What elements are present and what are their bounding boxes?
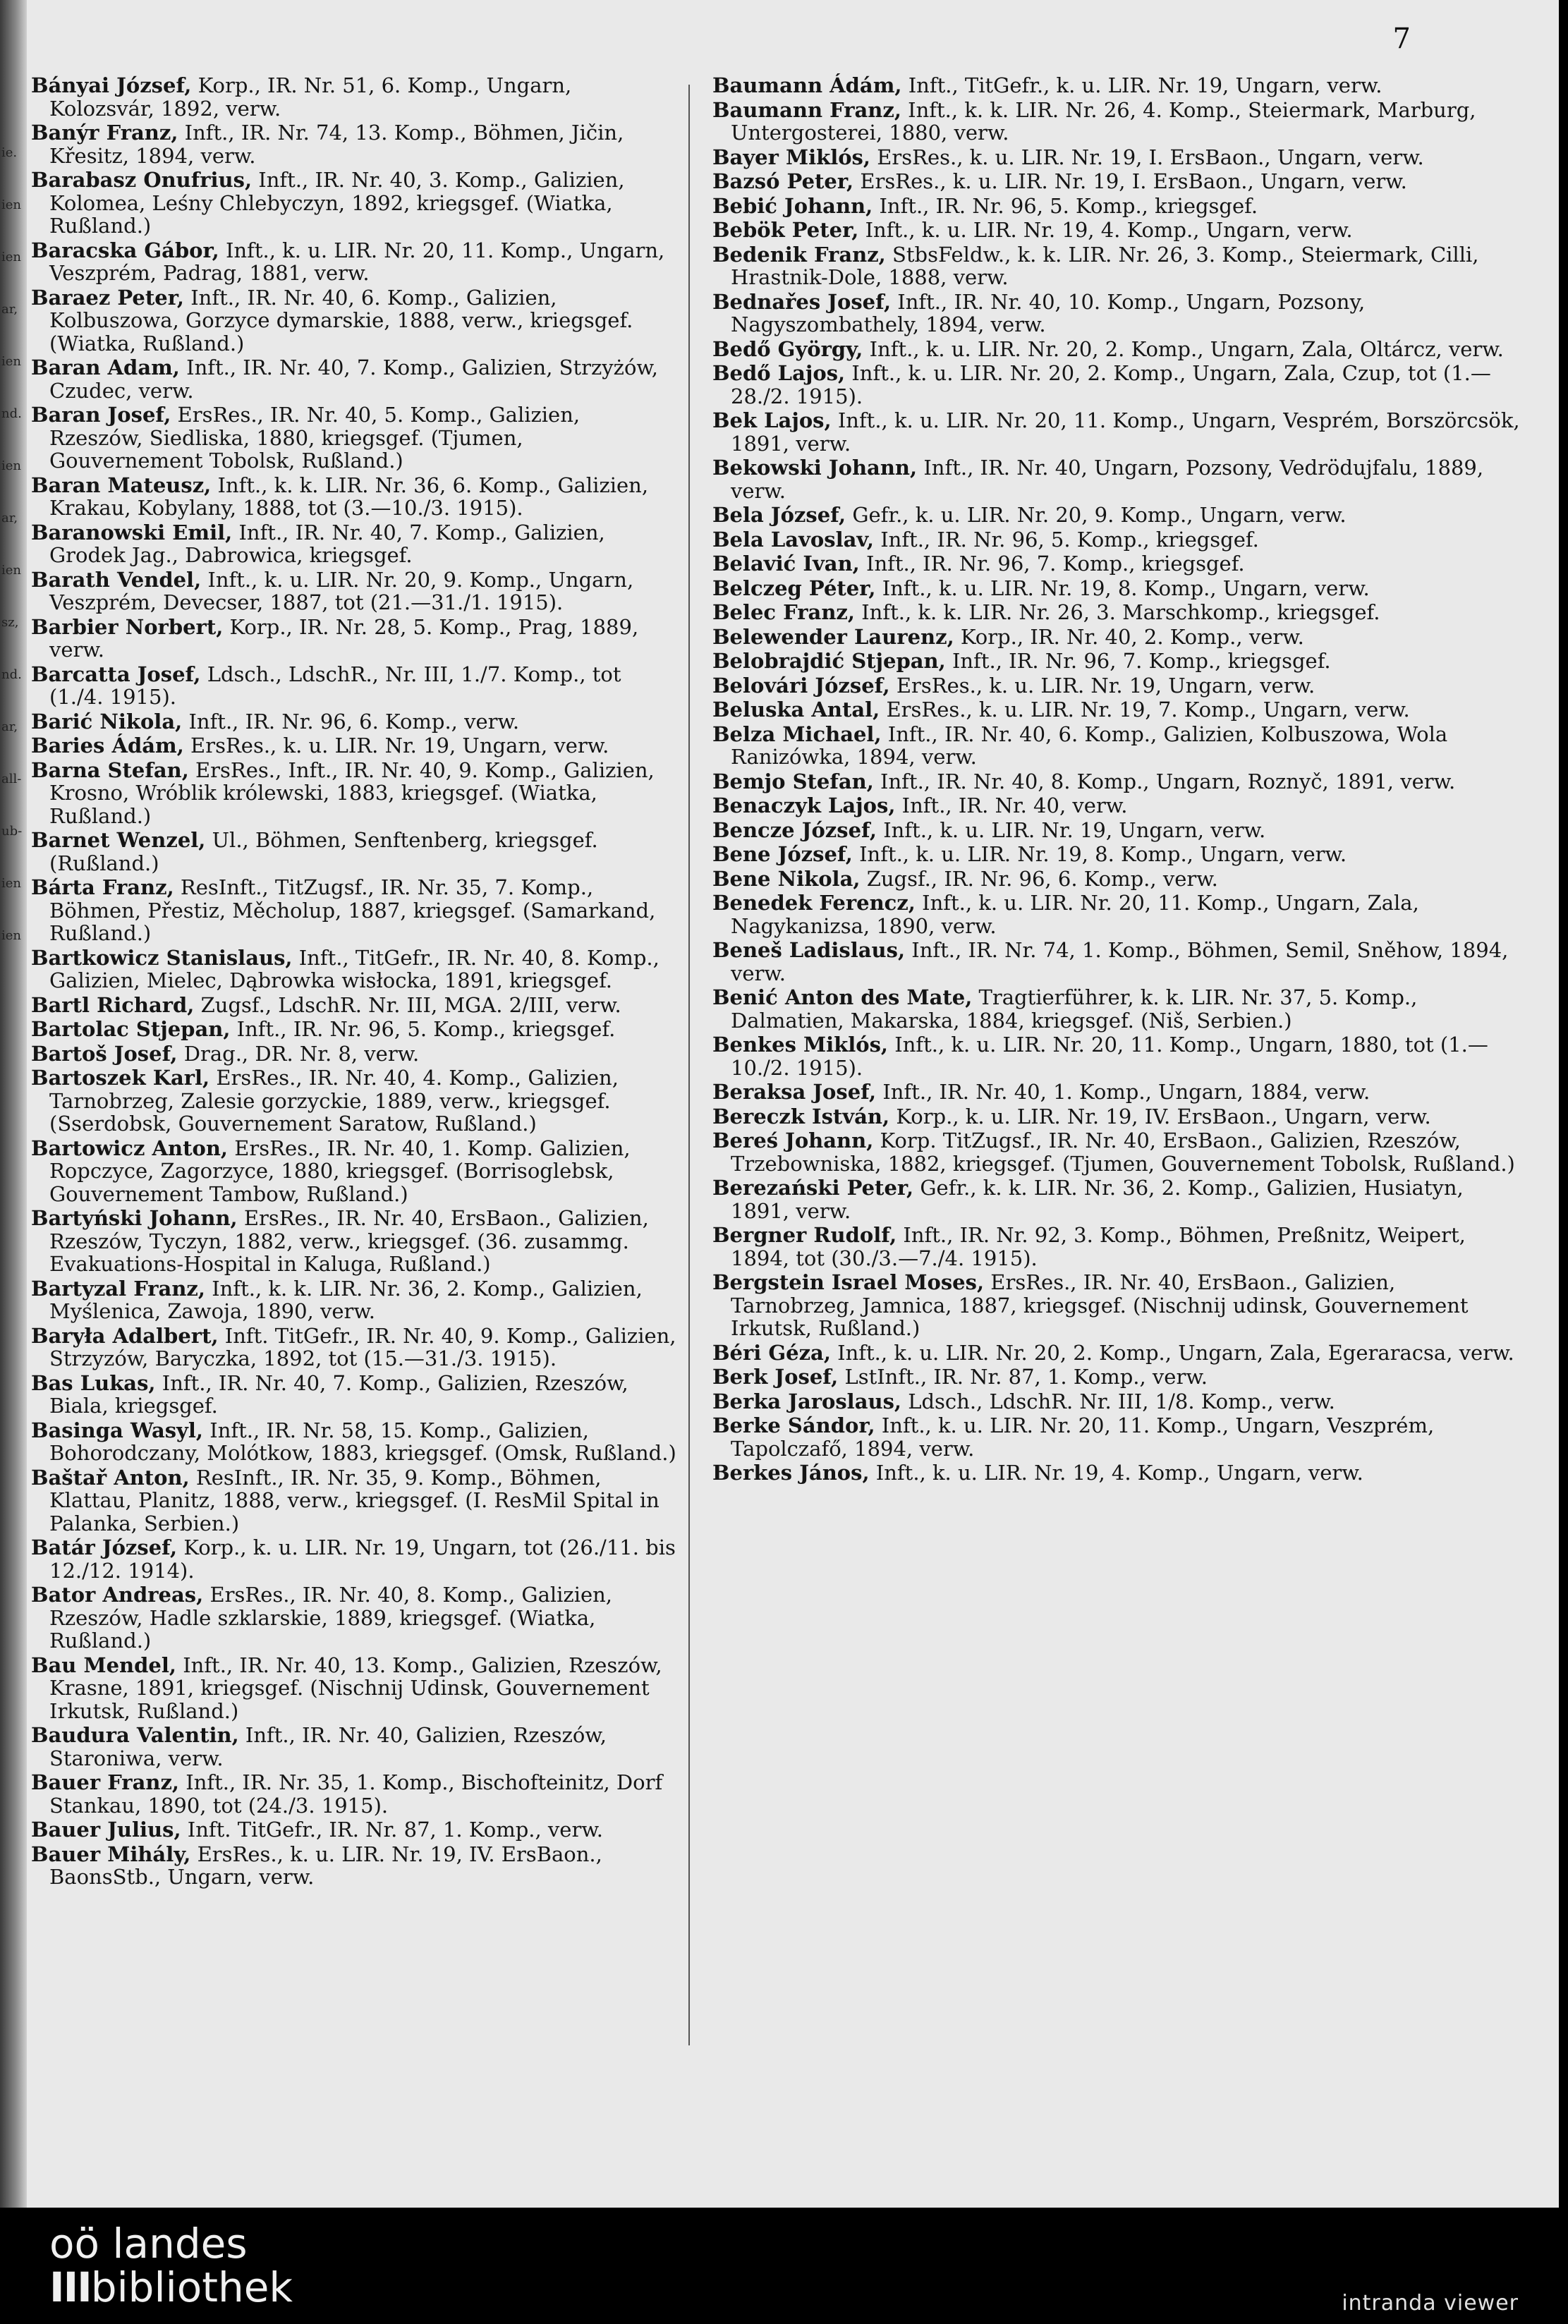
entry-name: Barcatta Josef, xyxy=(31,662,201,686)
entry-name: Bauer Mihály, xyxy=(31,1842,191,1866)
entry-details: Ldsch., LdschR. Nr. III, 1/8. Komp., verw. xyxy=(908,1389,1335,1413)
entry-name: Belobrajdić Stjepan, xyxy=(712,649,946,673)
entry-details: Inft., k. u. LIR. Nr. 19, 8. Komp., Ungarn, verw. xyxy=(859,842,1347,866)
register-entry xyxy=(712,1271,1524,1340)
entry-name: Baumann Franz, xyxy=(712,97,901,122)
entry-name: Bartoszek Karl, xyxy=(31,1066,210,1090)
register-entry xyxy=(712,892,1524,937)
entry-details: Inft., k. k. LIR. Nr. 26, 3. Marschkomp., kriegsgef. xyxy=(861,600,1380,624)
logo-line-1: oö landes xyxy=(49,2220,248,2268)
entry-details: Inft., IR. Nr. 96, 7. Komp., kriegsgef. xyxy=(952,649,1331,673)
entry-details: ErsRes., IR. Nr. 40, 1. Komp. Galizien, Ropczyce, Zagorzyce, 1880, kriegsgef. (Borrisoglebsk, Gouvernement Tambow, Rußland.) xyxy=(49,1136,631,1206)
entry-details: Inft., k. u. LIR. Nr. 20, 9. Komp., Ungarn, Veszprém, Devecser, 1887, tot (21.—31./1. 1915). xyxy=(49,567,634,614)
entry-details: Inft., k. u. LIR. Nr. 19, 4. Komp., Ungarn, verw. xyxy=(865,218,1353,242)
entry-details: Inft., k. u. LIR. Nr. 20, 2. Komp., Ungarn, Zala, Czup, tot (1.—28./2. 1915). xyxy=(731,361,1491,408)
entry-details: StbsFeldw., k. k. LIR. Nr. 26, 3. Komp., Steiermark, Cilli, Hrastnik-Dole, 1888, verw. xyxy=(731,242,1479,289)
register-entry xyxy=(31,1137,679,1206)
gutter-mark: nd. xyxy=(1,406,22,421)
entry-details: Inft., k. u. LIR. Nr. 20, 11. Komp., Ungarn, 1880, tot (1.—10./2. 1915). xyxy=(731,1033,1488,1080)
entry-name: Bela Lavoslav, xyxy=(712,527,874,552)
register-entry xyxy=(712,1342,1524,1365)
entry-name: Berezański Peter, xyxy=(712,1176,914,1200)
entry-details: Inft., k. u. LIR. Nr. 20, 2. Komp., Ungarn, Zala, Egeraracsa, verw. xyxy=(837,1340,1514,1365)
register-entry xyxy=(712,794,1524,817)
right-column xyxy=(712,74,1524,1486)
entry-details: ErsRes., IR. Nr. 40, 5. Komp., Galizien, Rzeszów, Siedliska, 1880, kriegsgef. (Tjumen, Gouvernement Tobolsk, Rußland.) xyxy=(49,403,581,473)
entry-name: Baracska Gábor, xyxy=(31,238,219,262)
register-entry xyxy=(712,504,1524,527)
gutter-mark: sz, xyxy=(1,615,19,630)
register-entry xyxy=(712,868,1524,891)
register-entry xyxy=(31,169,679,238)
entry-details: ErsRes., k. u. LIR. Nr. 19, I. ErsBaon., Ungarn, verw. xyxy=(860,169,1407,193)
entry-details: Inft., IR. Nr. 74, 13. Komp., Böhmen, Jičin, Křesitz, 1894, verw. xyxy=(49,121,624,168)
entry-name: Bergstein Israel Moses, xyxy=(712,1270,985,1294)
register-entry xyxy=(31,994,679,1017)
entry-details: Inft., TitGefr., k. u. LIR. Nr. 19, Ungarn, verw. xyxy=(908,73,1382,97)
entry-name: Bedenik Franz, xyxy=(712,242,886,267)
register-entry xyxy=(31,663,679,709)
register-entry xyxy=(712,338,1524,361)
entry-name: Bas Lukas, xyxy=(31,1370,156,1395)
entry-details: Inft., k. u. LIR. Nr. 19, 8. Komp., Ungarn, verw. xyxy=(882,576,1370,600)
entry-details: Inft., IR. Nr. 40, 7. Komp., Galizien, Grodek Jag., Dabrowica, kriegsgef. xyxy=(49,520,605,567)
register-entry xyxy=(712,577,1524,600)
gutter-mark: ien xyxy=(1,563,22,578)
entry-name: Bárta Franz, xyxy=(31,875,174,899)
entry-details: Zugsf., LdschR. Nr. III, MGA. 2/III, verw. xyxy=(200,992,621,1017)
entry-details: Inft., k. u. LIR. Nr. 20, 2. Komp., Ungarn, Zala, Oltárcz, verw. xyxy=(869,336,1504,361)
entry-name: Belec Franz, xyxy=(712,600,855,624)
entry-name: Baudura Valentin, xyxy=(31,1723,239,1747)
entry-details: Inft., IR. Nr. 40, 1. Komp., Ungarn, 1884, verw. xyxy=(882,1080,1371,1104)
column-divider xyxy=(688,85,690,2045)
register-entry xyxy=(31,1325,679,1370)
entry-details: ErsRes., k. u. LIR. Nr. 19, 7. Komp., Ungarn, verw. xyxy=(886,698,1410,722)
entry-name: Belavić Ivan, xyxy=(712,552,860,576)
register-entry xyxy=(712,939,1524,985)
logo-bars: III xyxy=(49,2263,91,2311)
register-entry xyxy=(31,1724,679,1770)
register-entry xyxy=(31,1654,679,1723)
entry-details: Korp., k. u. LIR. Nr. 19, IV. ErsBaon., Ungarn, verw. xyxy=(896,1104,1431,1128)
gutter-mark: ar, xyxy=(1,719,18,734)
register-entry xyxy=(31,1018,679,1041)
register-entry xyxy=(712,170,1524,193)
entry-details: Ul., Böhmen, Senftenberg, kriegsgef. (Rußland.) xyxy=(49,828,598,875)
entry-name: Bányai József, xyxy=(31,73,192,97)
entry-name: Bekowski Johann, xyxy=(712,456,918,480)
entry-name: Bartkowicz Stanislaus, xyxy=(31,945,293,970)
gutter-mark: ien xyxy=(1,354,22,369)
entry-name: Bartl Richard, xyxy=(31,992,195,1017)
entry-details: Ldsch., LdschR., Nr. III, 1./7. Komp., tot (1./4. 1915). xyxy=(49,662,621,709)
register-entry xyxy=(712,456,1524,502)
entry-name: Baštař Anton, xyxy=(31,1465,190,1490)
entry-name: Barnet Wenzel, xyxy=(31,828,206,852)
register-entry xyxy=(712,291,1524,336)
entry-details: ErsRes., IR. Nr. 40, ErsBaon., Galizien, Rzeszów, Tyczyn, 1882, verw., kriegsgef. (36. zusammg. Evakuations-Hospital in Kaluga, Rußland.) xyxy=(49,1206,649,1276)
entry-name: Banýr Franz, xyxy=(31,121,178,145)
entry-details: Inft., k. k. LIR. Nr. 26, 4. Komp., Steiermark, Marburg, Untergosterei, 1880, verw. xyxy=(731,97,1476,145)
entry-name: Bartyński Johann, xyxy=(31,1206,238,1230)
register-entry xyxy=(712,1081,1524,1104)
register-entry xyxy=(712,1390,1524,1413)
register-entry xyxy=(712,528,1524,552)
register-entry xyxy=(712,626,1524,649)
entry-details: ErsRes., k. u. LIR. Nr. 19, I. ErsBaon., Ungarn, verw. xyxy=(877,145,1424,169)
entry-name: Benaczyk Lajos, xyxy=(712,793,896,817)
register-entry xyxy=(712,601,1524,624)
register-entry xyxy=(712,1414,1524,1460)
register-entry xyxy=(31,521,679,567)
entry-name: Beluska Antal, xyxy=(712,698,880,722)
entry-name: Berke Sándor, xyxy=(712,1413,875,1437)
entry-details: Inft. TitGefr., IR. Nr. 40, 9. Komp., Galizien, Strzyzów, Baryczka, 1892, tot (15.—31./3. 1915). xyxy=(49,1323,676,1370)
entry-name: Belza Michael, xyxy=(712,722,882,746)
register-entry xyxy=(31,403,679,473)
entry-name: Baranowski Emil, xyxy=(31,520,233,545)
register-entry xyxy=(712,409,1524,455)
entry-name: Bereczk István, xyxy=(712,1104,890,1128)
gutter-mark: ie. xyxy=(1,145,18,160)
register-entry xyxy=(712,843,1524,866)
entry-name: Barna Stefan, xyxy=(31,758,189,782)
entry-name: Basinga Wasyl, xyxy=(31,1418,204,1442)
page-number: 7 xyxy=(1392,23,1411,55)
register-entry xyxy=(712,1033,1524,1079)
entry-details: ErsRes., k. u. LIR. Nr. 19, IV. ErsBaon., BaonsStb., Ungarn, verw. xyxy=(49,1842,602,1889)
entry-details: Inft., IR. Nr. 40, 6. Komp., Galizien, Kolbuszowa, Wola Ranizówka, 1894, verw. xyxy=(731,722,1448,769)
entry-details: Zugsf., IR. Nr. 96, 6. Komp., verw. xyxy=(866,866,1218,891)
gutter-mark: all- xyxy=(1,772,22,786)
entry-details: Inft., IR. Nr. 35, 1. Komp., Bischofteinitz, Dorf Stankau, 1890, tot (24./3. 1915). xyxy=(49,1770,663,1818)
gutter-mark: ien xyxy=(1,458,22,473)
register-entry xyxy=(712,552,1524,576)
gutter-mark: ien xyxy=(1,876,22,891)
entry-details: Inft., IR. Nr. 40, 13. Komp., Galizien, Rzeszów, Krasne, 1891, kriegsgef. (Nischnij Udinsk, Gouvernement Irkutsk, Rußland.) xyxy=(49,1653,662,1723)
register-entry xyxy=(31,1372,679,1418)
register-entry xyxy=(31,1419,679,1465)
entry-name: Benić Anton des Mate, xyxy=(712,985,973,1009)
register-entry xyxy=(712,99,1524,145)
gutter-mark: ien xyxy=(1,197,22,212)
entry-name: Bednařes Josef, xyxy=(712,289,892,314)
entry-details: Inft., IR. Nr. 40, 8. Komp., Ungarn, Roznyč, 1891, verw. xyxy=(880,769,1456,793)
entry-details: Inft., IR. Nr. 96, 5. Komp., kriegsgef. xyxy=(879,193,1258,218)
register-entry xyxy=(31,1207,679,1276)
entry-details: Inft., IR. Nr. 96, 5. Komp., kriegsgef. xyxy=(880,527,1259,552)
entry-details: ResInft., TitZugsf., IR. Nr. 35, 7. Komp., Böhmen, Přestiz, Měcholup, 1887, kriegsgef. (Samarkand, Rußland.) xyxy=(49,875,656,945)
register-entry xyxy=(712,1129,1524,1175)
register-entry xyxy=(712,1176,1524,1222)
entry-details: Inft., k. u. LIR. Nr. 20, 11. Komp., Ungarn, Veszprém, Padrag, 1881, verw. xyxy=(49,238,665,285)
entry-details: Inft., IR. Nr. 96, 7. Komp., kriegsgef. xyxy=(866,552,1245,576)
library-logo[interactable] xyxy=(49,2222,293,2309)
entry-name: Bator Andreas, xyxy=(31,1583,204,1607)
register-entry xyxy=(31,121,679,167)
entry-details: Inft., IR. Nr. 74, 1. Komp., Böhmen, Semil, Sněhow, 1894, verw. xyxy=(731,938,1509,985)
entry-name: Baran Josef, xyxy=(31,403,171,427)
logo-line-2: bibliothek xyxy=(90,2263,293,2311)
entry-details: Drag., DR. Nr. 8, verw. xyxy=(183,1041,420,1066)
entry-name: Berk Josef, xyxy=(712,1365,839,1389)
entry-name: Bartyzal Franz, xyxy=(31,1276,205,1301)
entry-details: Korp., IR. Nr. 28, 5. Komp., Prag, 1889, verw. xyxy=(49,614,639,662)
register-entry xyxy=(31,1066,679,1136)
register-entry xyxy=(31,1042,679,1066)
entry-details: ResInft., IR. Nr. 35, 9. Komp., Böhmen, Klattau, Planitz, 1888, verw., kriegsgef. (I. ResMil Spital in Palanka, Serbien.) xyxy=(49,1465,660,1535)
register-entry xyxy=(31,1771,679,1817)
previous-page-edge xyxy=(0,0,27,2208)
entry-name: Barabasz Onufrius, xyxy=(31,168,253,192)
register-entry xyxy=(712,219,1524,242)
entry-name: Bedő Lajos, xyxy=(712,361,846,385)
entry-name: Barić Nikola, xyxy=(31,709,183,734)
entry-details: ErsRes., k. u. LIR. Nr. 19, Ungarn, verw. xyxy=(190,734,609,758)
entry-name: Benkes Miklós, xyxy=(712,1033,889,1057)
entry-details: Gefr., k. u. LIR. Nr. 20, 9. Komp., Ungarn, verw. xyxy=(852,503,1347,527)
register-entry xyxy=(712,1461,1524,1485)
register-entry xyxy=(712,770,1524,793)
register-entry xyxy=(712,195,1524,218)
entry-name: Baries Ádám, xyxy=(31,734,184,758)
entry-details: Inft., k. u. LIR. Nr. 19, Ungarn, verw. xyxy=(883,817,1266,842)
gutter-mark: ien xyxy=(1,250,22,264)
register-entry xyxy=(712,74,1524,97)
entry-details: Korp., IR. Nr. 40, 2. Komp., verw. xyxy=(960,624,1304,649)
register-entry xyxy=(31,616,679,662)
entry-details: Inft., k. u. LIR. Nr. 20, 11. Komp., Ungarn, Vesprém, Borszörcsök, 1891, verw. xyxy=(731,408,1520,456)
register-entry xyxy=(712,986,1524,1032)
entry-name: Belovári József, xyxy=(712,673,890,698)
entry-name: Bazsó Peter, xyxy=(712,169,854,193)
entry-details: ErsRes., IR. Nr. 40, ErsBaon., Galizien, Tarnobrzeg, Jamnica, 1887, kriegsgef. (Nischnij udinsk, Gouvernement Irkutsk, Rußland.) xyxy=(731,1270,1469,1340)
register-entry xyxy=(712,1105,1524,1128)
entry-name: Bartowicz Anton, xyxy=(31,1136,229,1160)
entry-name: Baran Adam, xyxy=(31,355,180,379)
entry-name: Berka Jaroslaus, xyxy=(712,1389,901,1413)
entry-details: Inft., IR. Nr. 92, 3. Komp., Böhmen, Preßnitz, Weipert, 1894, tot (30./3.—7./4. 1915). xyxy=(731,1223,1466,1270)
entry-details: Korp., IR. Nr. 51, 6. Komp., Ungarn, Kolozsvár, 1892, verw. xyxy=(49,73,572,121)
entry-details: Inft., k. k. LIR. Nr. 36, 6. Komp., Galizien, Krakau, Kobylany, 1888, tot (3.—10./3. 1915). xyxy=(49,473,649,520)
gutter-mark: ien xyxy=(1,928,22,943)
register-entry xyxy=(31,1583,679,1653)
entry-details: Inft., k. k. LIR. Nr. 36, 2. Komp., Galizien, Myślenica, Zawoja, 1890, verw. xyxy=(49,1276,643,1323)
register-entry xyxy=(31,947,679,992)
entry-details: Inft., IR. Nr. 40, 7. Komp., Galizien, Strzyżów, Czudec, verw. xyxy=(49,355,659,403)
entry-name: Baraez Peter, xyxy=(31,285,184,310)
entry-details: Inft., IR. Nr. 40, 7. Komp., Galizien, Rzeszów, Biala, kriegsgef. xyxy=(49,1370,628,1418)
register-entry xyxy=(712,723,1524,769)
viewer-brand[interactable]: intranda viewer xyxy=(1342,2291,1519,2316)
entry-name: Bene József, xyxy=(712,842,853,866)
entry-details: Inft., IR. Nr. 40, 3. Komp., Galizien, Kolomea, Leśny Chlebyczyn, 1892, kriegsgef. (Wiatka, Rußland.) xyxy=(49,168,625,238)
entry-name: Bela József, xyxy=(712,503,846,527)
register-entry xyxy=(31,1277,679,1323)
register-entry xyxy=(712,1365,1524,1389)
entry-details: ErsRes., Inft., IR. Nr. 40, 9. Komp., Galizien, Krosno, Wróblik królewski, 1883, kriegsgef. (Wiatka, Rußland.) xyxy=(49,758,655,828)
entry-name: Beneš Ladislaus, xyxy=(712,938,906,962)
entry-name: Bauer Franz, xyxy=(31,1770,180,1794)
entry-name: Bemjo Stefan, xyxy=(712,769,874,793)
entry-details: Korp. TitZugsf., IR. Nr. 40, ErsBaon., Galizien, Rzeszów, Trzebowniska, 1882, kriegsgef. (Tjumen, Gouvernement Tobolsk, Rußland.) xyxy=(731,1128,1515,1176)
entry-name: Bedő György, xyxy=(712,336,863,361)
gutter-mark: ar, xyxy=(1,302,18,317)
register-entry xyxy=(31,759,679,828)
register-entry xyxy=(31,710,679,734)
entry-name: Bencze József, xyxy=(712,817,877,842)
gutter-mark: ar, xyxy=(1,511,18,525)
entry-name: Bebić Johann, xyxy=(712,193,873,218)
entry-details: Inft., TitGefr., IR. Nr. 40, 8. Komp., Galizien, Mielec, Dąbrowka wisłocka, 1891, kriegsgef. xyxy=(49,945,660,992)
register-entry xyxy=(712,146,1524,169)
entry-details: Inft., IR. Nr. 40, Galizien, Rzeszów, Staroniwa, verw. xyxy=(49,1723,607,1770)
entry-name: Barbier Norbert, xyxy=(31,614,224,639)
register-entry xyxy=(31,568,679,614)
entry-details: Inft., IR. Nr. 40, verw. xyxy=(901,793,1128,817)
register-entry xyxy=(31,829,679,875)
entry-name: Benedek Ferencz, xyxy=(712,891,916,915)
entry-details: LstInft., IR. Nr. 87, 1. Komp., verw. xyxy=(844,1365,1208,1389)
entry-name: Baumann Ádám, xyxy=(712,73,902,97)
register-entry xyxy=(712,243,1524,289)
entry-details: Inft., IR. Nr. 96, 6. Komp., verw. xyxy=(188,709,520,734)
entry-name: Belewender Laurenz, xyxy=(712,624,954,649)
entry-details: Inft., IR. Nr. 58, 15. Komp., Galizien, Bohorodczany, Molótkow, 1883, kriegsgef. (Omsk, Rußland.) xyxy=(49,1418,676,1465)
register-entry xyxy=(712,1224,1524,1270)
register-entry xyxy=(31,474,679,520)
entry-details: Inft., IR. Nr. 40, 10. Komp., Ungarn, Pozsony, Nagyszombathely, 1894, verw. xyxy=(731,289,1366,336)
entry-name: Bauer Julius, xyxy=(31,1818,181,1842)
entry-name: Bek Lajos, xyxy=(712,408,832,432)
entry-details: Inft., IR. Nr. 96, 5. Komp., kriegsgef. xyxy=(236,1017,616,1041)
register-entry xyxy=(712,698,1524,722)
register-entry xyxy=(31,1818,679,1842)
entry-name: Bartolac Stjepan, xyxy=(31,1017,231,1041)
entry-name: Bebök Peter, xyxy=(712,218,859,242)
entry-details: ErsRes., k. u. LIR. Nr. 19, Ungarn, verw. xyxy=(896,673,1315,698)
entry-name: Batár József, xyxy=(31,1535,178,1559)
entry-details: Inft., IR. Nr. 40, Ungarn, Pozsony, Vedrödujfalu, 1889, verw. xyxy=(731,456,1484,503)
register-entry xyxy=(712,674,1524,698)
register-entry xyxy=(712,362,1524,408)
register-entry xyxy=(31,1536,679,1582)
entry-name: Bene Nikola, xyxy=(712,866,861,891)
entry-details: Inft., k. u. LIR. Nr. 20, 11. Komp., Ungarn, Zala, Nagykanizsa, 1890, verw. xyxy=(731,891,1419,938)
entry-name: Berkes János, xyxy=(712,1461,870,1485)
entry-name: Baryła Adalbert, xyxy=(31,1323,219,1348)
entry-name: Bartoš Josef, xyxy=(31,1041,178,1066)
entry-name: Beraksa Josef, xyxy=(712,1080,877,1104)
register-entry xyxy=(31,876,679,945)
entry-details: Inft., k. u. LIR. Nr. 19, 4. Komp., Ungarn, verw. xyxy=(875,1461,1363,1485)
register-entry xyxy=(31,1843,679,1889)
entry-name: Bayer Miklós, xyxy=(712,145,870,169)
register-entry xyxy=(31,1466,679,1535)
entry-details: ErsRes., IR. Nr. 40, 8. Komp., Galizien, Rzeszów, Hadle szklarskie, 1889, kriegsgef. (Wiatka, Rußland.) xyxy=(49,1583,613,1653)
entry-name: Béri Géza, xyxy=(712,1340,831,1365)
entry-name: Baran Mateusz, xyxy=(31,473,212,497)
register-entry xyxy=(31,734,679,758)
entry-name: Belczeg Péter, xyxy=(712,576,876,600)
entry-details: Inft. TitGefr., IR. Nr. 87, 1. Komp., verw. xyxy=(187,1818,603,1842)
entry-name: Bergner Rudolf, xyxy=(712,1223,897,1247)
gutter-mark: nd. xyxy=(1,667,22,682)
gutter-mark: ub- xyxy=(1,824,23,839)
entry-name: Bau Mendel, xyxy=(31,1653,176,1677)
register-entry xyxy=(31,74,679,120)
entry-details: ErsRes., IR. Nr. 40, 4. Komp., Galizien, Tarnobrzeg, Zalesie gorzyckie, 1889, verw., kriegsgef. (Sserdobsk, Gouvernement Saratow, Rußland.) xyxy=(49,1066,619,1136)
entry-name: Barath Vendel, xyxy=(31,567,202,592)
entry-details: Tragtierführer, k. k. LIR. Nr. 37, 5. Komp., Dalmatien, Makarska, 1884, kriegsgef. (Niš, Serbien.) xyxy=(731,985,1418,1033)
entry-details: Inft., IR. Nr. 40, 6. Komp., Galizien, Kolbuszowa, Gorzyce dymarskie, 1888, verw., kriegsgef. (Wiatka, Rußland.) xyxy=(49,285,633,355)
entry-details: Korp., k. u. LIR. Nr. 19, Ungarn, tot (26./11. bis 12./12. 1914). xyxy=(49,1535,676,1583)
register-entry xyxy=(712,819,1524,842)
register-entry xyxy=(31,286,679,355)
register-entry xyxy=(712,650,1524,673)
entry-name: Bereś Johann, xyxy=(712,1128,874,1152)
register-entry xyxy=(31,356,679,402)
entry-details: Gefr., k. k. LIR. Nr. 36, 2. Komp., Galizien, Husiatyn, 1891, verw. xyxy=(731,1176,1464,1223)
entry-details: Inft., k. u. LIR. Nr. 20, 11. Komp., Ungarn, Veszprém, Tapolczafő, 1894, verw. xyxy=(731,1413,1435,1461)
register-entry xyxy=(31,239,679,285)
left-column xyxy=(31,74,679,1890)
gutter-marks xyxy=(1,127,25,962)
